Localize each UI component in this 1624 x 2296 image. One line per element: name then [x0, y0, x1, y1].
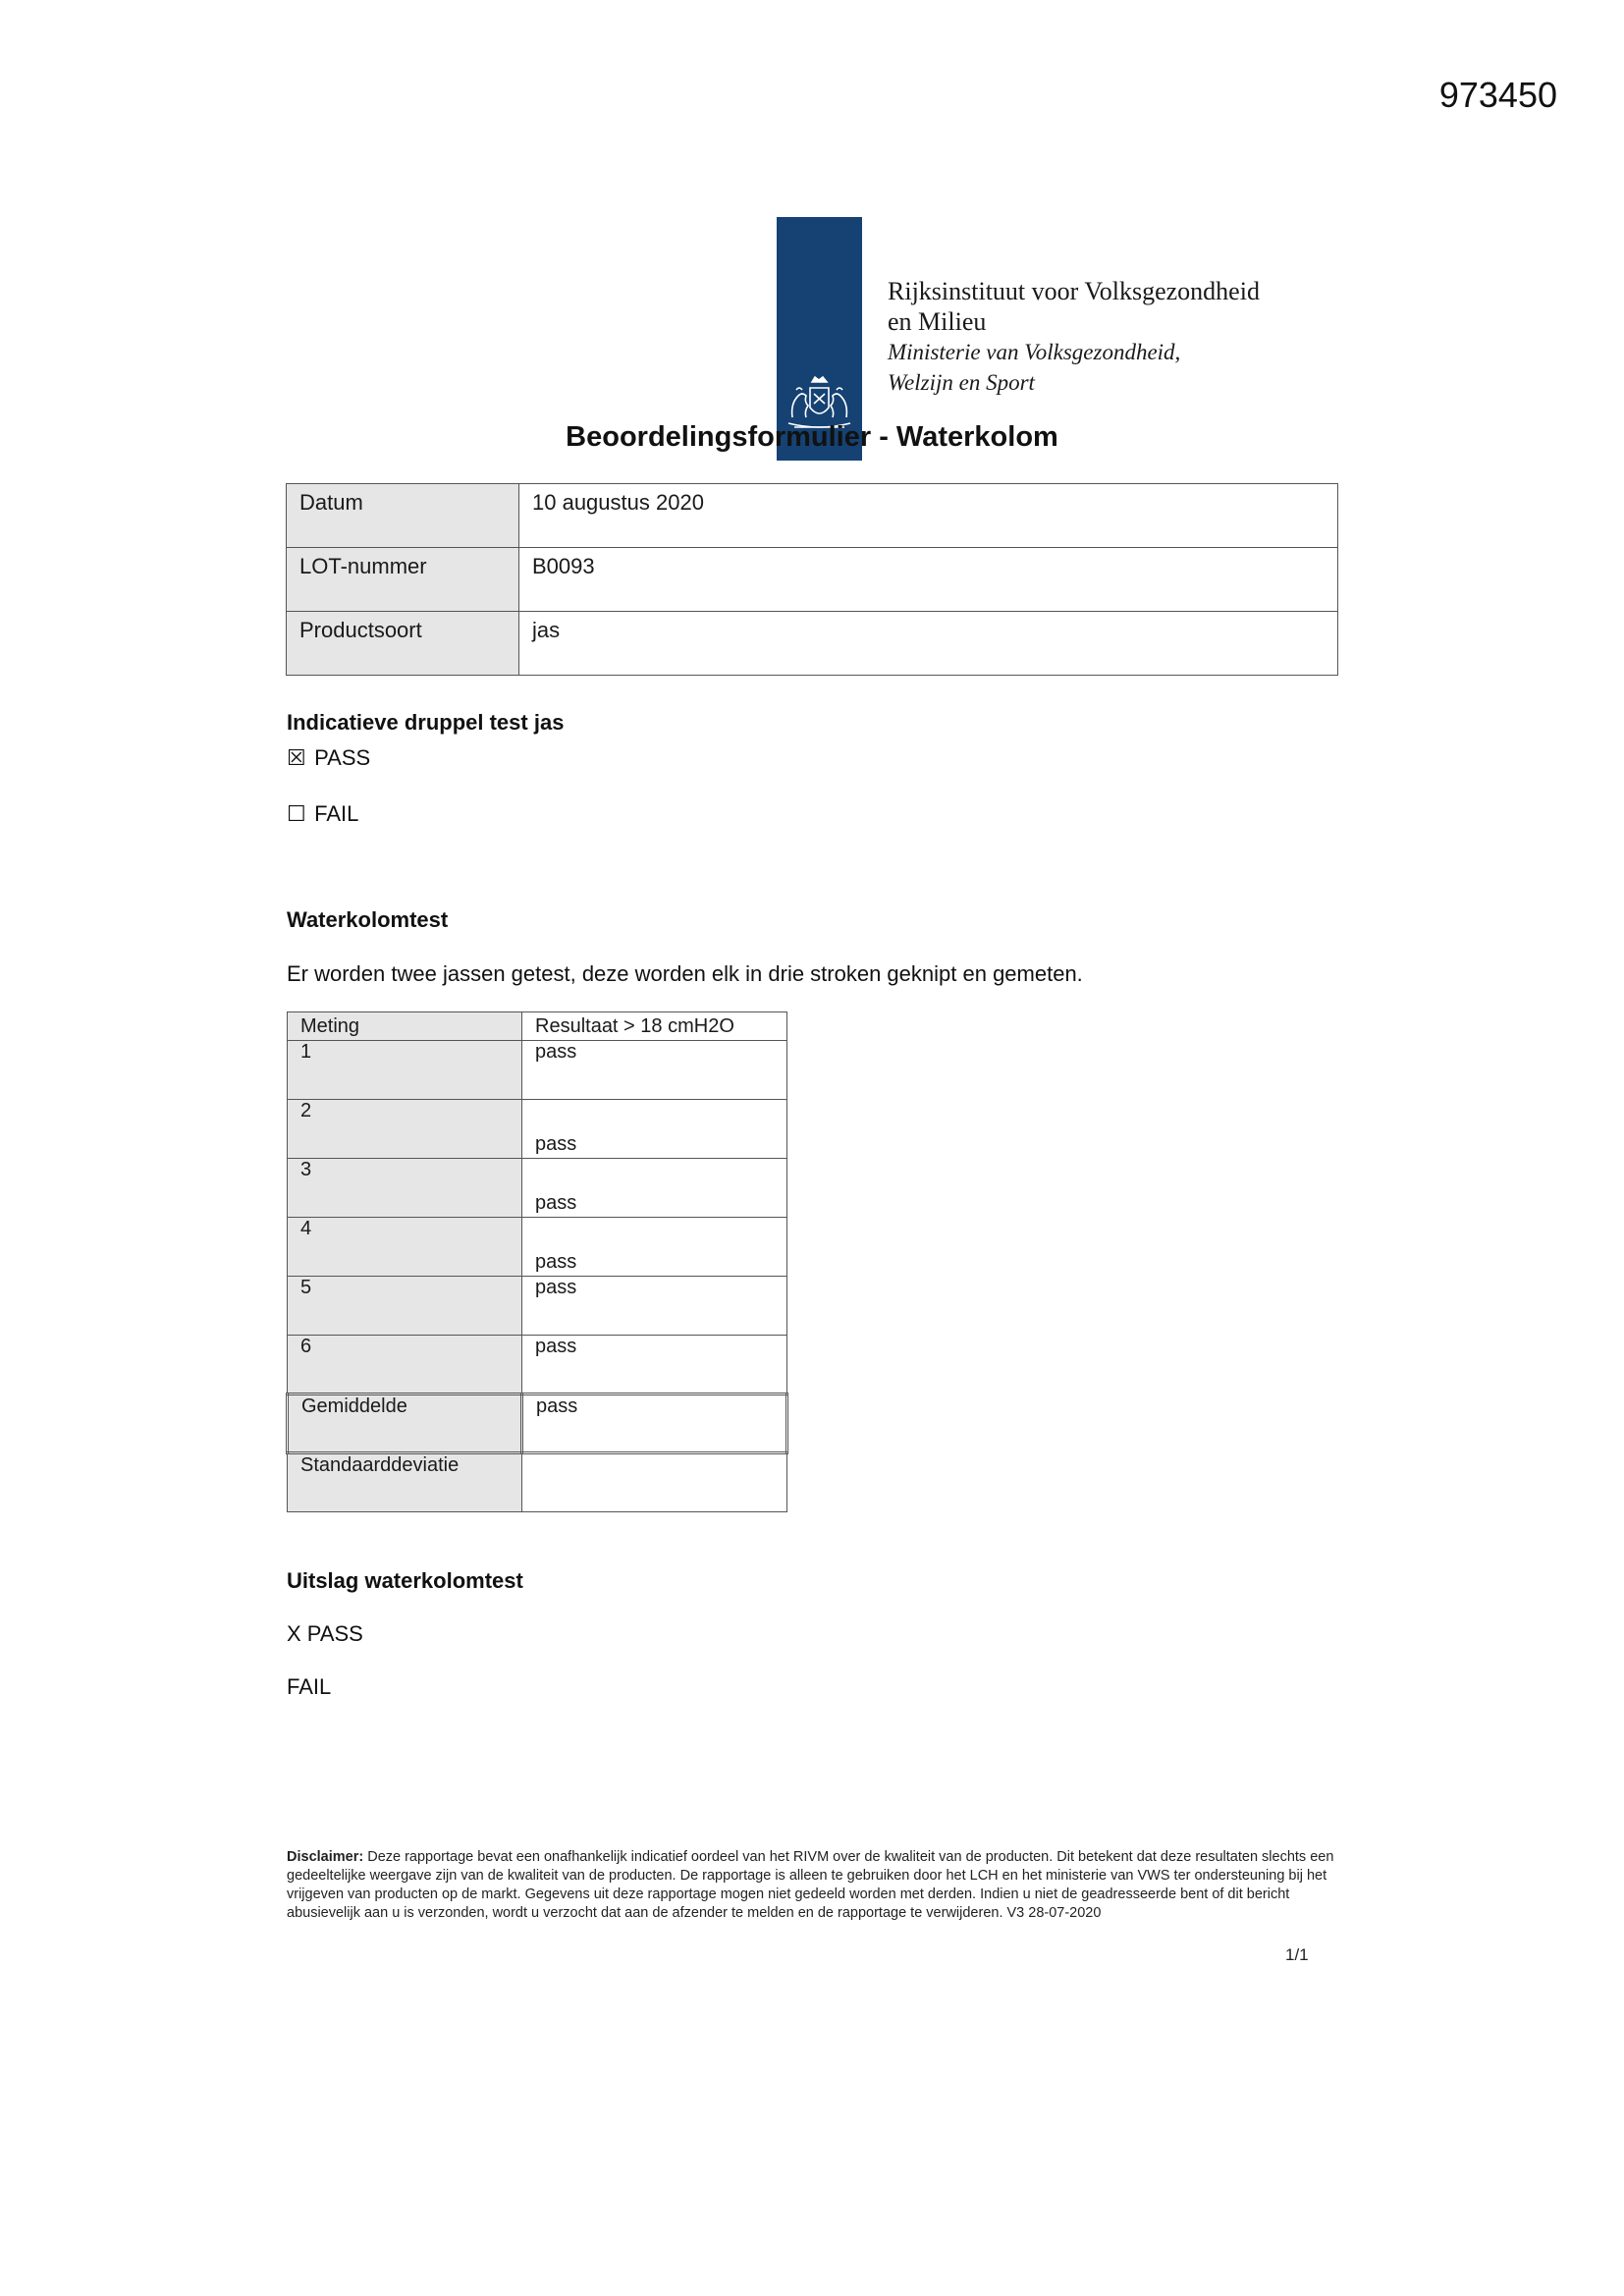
- uitslag-heading: Uitslag waterkolomtest: [287, 1568, 523, 1593]
- meting-label: 6: [288, 1336, 522, 1394]
- info-value: B0093: [519, 548, 1338, 612]
- table-row: [288, 1100, 787, 1159]
- meting-label: Gemiddelde: [288, 1394, 522, 1453]
- uitslag-fail: FAIL: [287, 1674, 332, 1699]
- table-row: [288, 1218, 787, 1277]
- document-number: 973450: [1438, 75, 1557, 115]
- meting-label: 4: [288, 1218, 522, 1277]
- table-row: [288, 1277, 787, 1336]
- disclaimer: [287, 1848, 1339, 1923]
- meting-value: pass: [522, 1218, 787, 1277]
- fail-label: FAIL: [314, 801, 359, 826]
- org-name-line1: Rijksinstituut voor Volksgezondheid: [888, 277, 1260, 305]
- info-value: 10 augustus 2020: [519, 484, 1338, 548]
- ministry-line1: Ministerie van Volksgezondheid,: [888, 340, 1181, 364]
- disclaimer-text: Deze rapportage bevat een onafhankelijk indicatief oordeel van het RIVM over de kwaliteit van de producten. Dit betekent dat deze resultaten slechts een gedeeltelijke weergave zijn van de kwaliteit van de producten. De rapportage is alleen te gebruiken door het LCH en het ministerie van VWS ter ondersteuning bij het vrijgeven van producten op de markt. Gegevens uit deze rapportage mogen niet gedeeld worden met derden. Indien u niet de geadresseerde bent of dit bericht abusievelijk aan u is verzonden, wordt u verzocht dat aan de afzender te melden en de rapportage te verwijderen. V3 28-07-2020: [287, 1849, 1334, 1921]
- info-label: Productsoort: [287, 612, 519, 676]
- org-name-line2: en Milieu: [888, 307, 987, 336]
- disclaimer-label: Disclaimer:: [287, 1849, 364, 1865]
- waterkolom-heading: Waterkolomtest: [287, 907, 449, 932]
- drop-test-fail-option[interactable]: [287, 801, 358, 827]
- checked-box-icon[interactable]: ☒: [287, 745, 306, 770]
- info-label: LOT-nummer: [287, 548, 519, 612]
- organisation-block: [888, 276, 1260, 398]
- meting-value: [522, 1453, 787, 1512]
- meting-label: 3: [288, 1159, 522, 1218]
- meting-value: pass: [522, 1277, 787, 1336]
- table-row-stddev: [288, 1453, 787, 1512]
- meting-label: 2: [288, 1100, 522, 1159]
- uitslag-pass: X PASS: [287, 1621, 363, 1646]
- meting-value: pass: [522, 1394, 787, 1453]
- unchecked-box-icon[interactable]: ☐: [287, 801, 306, 826]
- meting-value: pass: [522, 1100, 787, 1159]
- product-info-table: [286, 483, 1338, 676]
- column-header-resultaat: Resultaat > 18 cmH2O: [522, 1012, 787, 1041]
- pass-label: PASS: [314, 745, 371, 770]
- info-value: jas: [519, 612, 1338, 676]
- page-number: 1/1: [1285, 1945, 1309, 1964]
- info-label: Datum: [287, 484, 519, 548]
- table-row: [288, 1159, 787, 1218]
- table-row: [287, 548, 1338, 612]
- page-title: Beoordelingsformulier - Waterkolom: [566, 421, 1058, 453]
- table-header-row: [288, 1012, 787, 1041]
- meting-label: 1: [288, 1041, 522, 1100]
- table-row: [287, 612, 1338, 676]
- table-row: [288, 1041, 787, 1100]
- table-row: [288, 1336, 787, 1394]
- ministry-line2: Welzijn en Sport: [888, 370, 1035, 395]
- meting-value: pass: [522, 1336, 787, 1394]
- drop-test-pass-option[interactable]: [287, 745, 370, 771]
- waterkolom-intro: Er worden twee jassen getest, deze worden elk in drie stroken geknipt en gemeten.: [287, 961, 1083, 986]
- table-row: [287, 484, 1338, 548]
- meting-value: pass: [522, 1159, 787, 1218]
- meting-label: Standaarddeviatie: [288, 1453, 522, 1512]
- drop-test-heading: Indicatieve druppel test jas: [287, 710, 565, 735]
- table-row-average: [288, 1394, 787, 1453]
- meting-label: 5: [288, 1277, 522, 1336]
- measurement-table: [286, 1011, 788, 1512]
- meting-value: pass: [522, 1041, 787, 1100]
- column-header-meting: Meting: [288, 1012, 522, 1041]
